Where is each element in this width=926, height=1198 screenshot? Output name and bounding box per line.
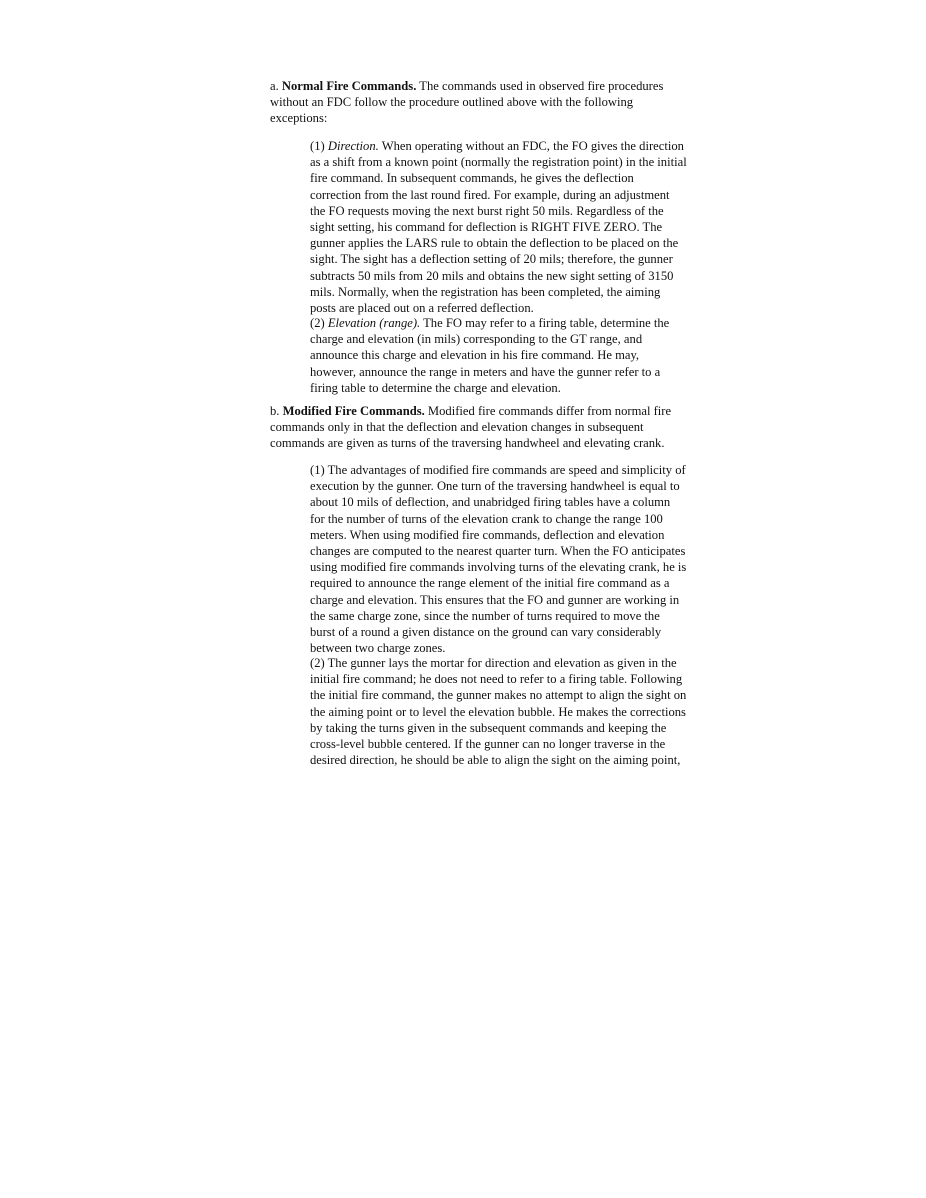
text-line: (2) Elevation (range). The FO may refer to a firing table, determine the [310,316,670,330]
text-line: without an FDC follow the procedure outlined above with the following [270,95,634,110]
text-line: the initial fire command, the gunner makes no attempt to align the sight on [310,688,687,703]
item-a2-paragraph [310,315,702,396]
section-b-label: b. [270,404,280,418]
text-line: desired direction, he should be able to align the sight on the aiming point, [310,753,681,768]
item-a2-label: (2) [310,316,325,330]
text-line: cross-level bubble centered. If the gunner can no longer traverse in the [310,737,666,752]
text-line: commands are given as turns of the traversing handwheel and elevating crank. [270,436,665,451]
item-a1-heading: Direction. [327,139,379,153]
text-line: posts are placed out on a referred deflection. [310,301,534,316]
text-line: the aiming point or to level the elevation bubble. He makes the corrections [310,704,686,719]
text-line: a. Normal Fire Commands. The commands used in observed fire procedures [270,79,664,93]
text-line: however, announce the range in meters and have the gunner refer to a [310,364,661,379]
section-a-heading: Normal Fire Commands. [281,79,417,93]
text-line: (2) The gunner lays the mortar for direction and elevation as given in the [310,656,677,670]
item-a1-paragraph [310,138,702,316]
section-a-paragraph [270,78,700,127]
text-line: announce this charge and elevation in his fire command. He may, [310,348,640,363]
text-line: b. Modified Fire Commands. Modified fire commands differ from normal fire [270,404,672,418]
text-line: the same charge zone, since the number of turns required to move the [310,608,660,623]
item-b2-paragraph [310,655,702,768]
text-line: the FO requests moving the next burst right 50 mils. Regardless of the [310,203,664,218]
text-line: as a shift from a known point (normally the registration point) in the initial [310,155,687,170]
text-line: charge and elevation. This ensures that the FO and gunner are working in [310,592,680,607]
text-line: charge and elevation (in mils) corresponding to the GT range, and [310,332,643,347]
section-b-paragraph [270,403,700,452]
text-line: (1) Direction. When operating without an FDC, the FO gives the direction [310,139,684,153]
item-b1-paragraph [310,462,702,656]
text-line: initial fire command; he does not need to refer to a firing table. Following [310,672,683,687]
text-line: by taking the turns given in the subsequent commands and keeping the [310,720,667,735]
item-a2-heading: Elevation (range). [327,316,421,330]
text-line: required to announce the range element of the initial fire command as a [310,576,670,591]
text-line: firing table to determine the charge and elevation. [310,380,561,395]
text-line: gunner applies the LARS rule to obtain the deflection to be placed on the [310,236,679,251]
section-a-label: a. [270,79,279,93]
text-line: about 10 mils of deflection, and unabridged firing tables have a column [310,495,671,510]
text-line: (1) The advantages of modified fire commands are speed and simplicity of [310,463,686,477]
text-line: correction from the last round fired. For example, during an adjustment [310,187,670,202]
text-line: for the number of turns of the elevation crank to change the range 100 [310,511,663,526]
section-b-heading: Modified Fire Commands. [282,404,425,418]
text-line: sight setting, his command for deflection is RIGHT FIVE ZERO. The [310,220,663,235]
text-line: execution by the gunner. One turn of the traversing handwheel is equal to [310,479,680,494]
text-line: fire command. In subsequent commands, he gives the deflection [310,171,634,186]
text-line: subtracts 50 mils from 20 mils and obtains the new sight setting of 3150 [310,268,674,283]
text-line: exceptions: [270,111,328,126]
text-line: between two charge zones. [310,641,446,656]
text-line: changes are computed to the nearest quarter turn. When the FO anticipates [310,544,686,559]
text-line: sight. The sight has a deflection setting of 20 mils; therefore, the gunner [310,252,673,267]
text-line: commands only in that the deflection and elevation changes in subsequent [270,420,644,435]
text-line: burst of a round a given distance on the ground can vary considerably [310,625,662,640]
item-a1-label: (1) [310,139,325,153]
text-line: mils. Normally, when the registration has been completed, the aiming [310,284,661,299]
text-line: meters. When using modified fire commands, deflection and elevation [310,527,665,542]
text-line: using modified fire commands involving turns of the elevating crank, he is [310,560,687,575]
